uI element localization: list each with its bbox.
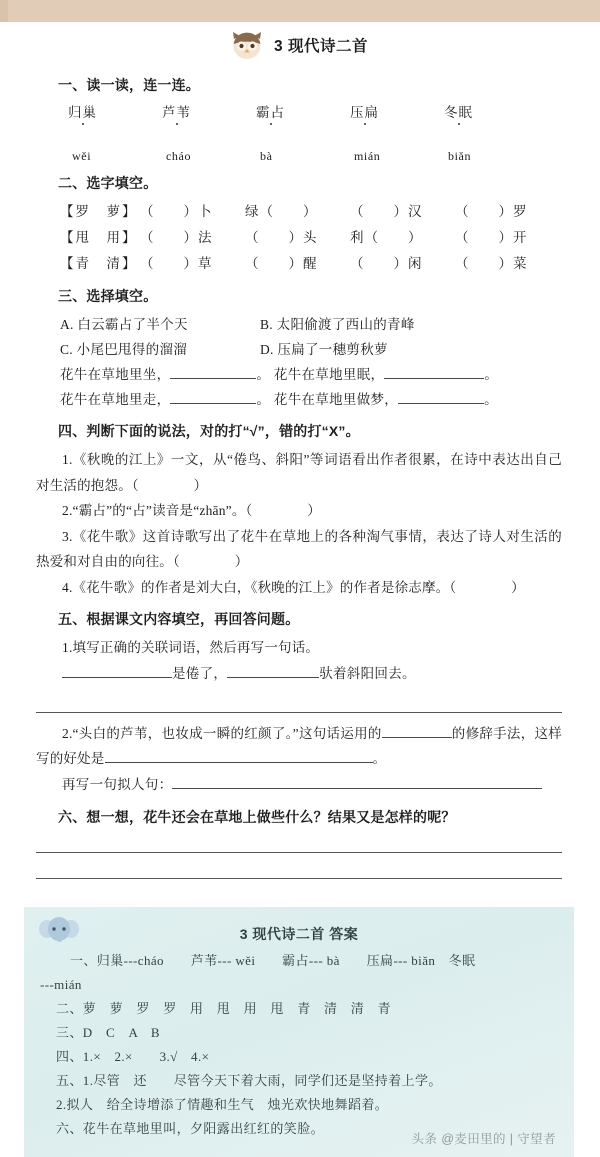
char-choice-bracket: 【甩 用】	[60, 230, 138, 245]
q6-write-line[interactable]	[36, 877, 562, 879]
exercise2-row	[60, 225, 560, 251]
match-word-text: 归巢	[68, 105, 97, 120]
match-pinyin[interactable]: mián	[354, 149, 381, 163]
q2-part1: 2.“头白的芦苇，也妆成一瞬的红颜了。”这句话运用的	[62, 725, 382, 741]
sentence-left-text: 花牛在草地里坐，	[60, 367, 171, 382]
exercise1-heading: 一、读一读，连一连。	[58, 77, 200, 93]
exercise2-heading: 二、选字填空。	[58, 175, 158, 191]
char-blank-item[interactable]: （ ）头	[245, 230, 318, 245]
char-blank-item[interactable]: 绿（ ）	[245, 204, 318, 219]
sentence-left-tail: 。	[256, 367, 271, 382]
q2-blank-2[interactable]	[105, 748, 373, 763]
answer-line-5b: 2.拟人 给全诗增添了情趣和生气 烛光欢快地舞蹈着。	[56, 1096, 389, 1112]
q1-blank-2[interactable]	[227, 663, 319, 678]
match-pinyin[interactable]: biǎn	[448, 149, 472, 163]
exercise2-row	[60, 251, 560, 277]
sentence-blank[interactable]	[170, 389, 256, 404]
exercise5-heading: 五、根据课文内容填空，再回答问题。	[58, 611, 300, 627]
answer-title-row	[40, 919, 558, 949]
option-b[interactable]: B. 太阳偷渡了西山的青峰	[260, 317, 415, 332]
exercise5-q2	[36, 721, 562, 772]
exercise1-pinyin-row	[62, 149, 532, 164]
answer-line-1-cont: ---mián	[40, 976, 82, 992]
match-word[interactable]	[250, 101, 344, 121]
sentence-right-text: 花牛在草地里眠，	[273, 367, 385, 382]
exercise6-answer-area	[36, 851, 562, 879]
char-blank-item[interactable]: （ ）罗	[455, 204, 528, 219]
q1-write-line[interactable]	[36, 711, 562, 713]
exercise5-q3-row	[62, 772, 562, 797]
match-word[interactable]	[62, 101, 156, 121]
answer-line-2: 二、萝 萝 罗 罗 用 甩 用 甩 青 清 清 青	[56, 1000, 392, 1016]
char-blank-item[interactable]: （ ）汉	[350, 204, 423, 219]
match-word[interactable]	[438, 101, 532, 121]
banner-shade	[0, 0, 8, 22]
q3-prompt: 再写一句拟人句：	[62, 776, 173, 792]
exercise3-option-row	[60, 312, 530, 337]
sentence-right-tail: 。	[484, 367, 499, 382]
exercise5-q1-fill-row	[62, 661, 562, 686]
match-pinyin[interactable]: cháo	[166, 149, 192, 163]
answer-line-3: 三、D C A B	[56, 1024, 161, 1040]
exercise5-q1-prompt: 1.填写正确的关联词语，然后再写一句话。	[62, 640, 320, 655]
title-row	[36, 24, 562, 66]
q2-tail: 。	[372, 751, 387, 766]
elephant-icon	[38, 915, 80, 949]
answer-line-5: 五、1.尽管 还 尽管今天下着大雨，同学们还是坚持着上学。	[56, 1072, 442, 1088]
char-blank-item[interactable]: （ ）法	[140, 230, 213, 245]
judge-item-3[interactable]: 3.《花牛歌》这首诗歌写出了花牛在草地上的各种淘气事情，表达了诗人对生活的热爱和对自由的向往。（ ）	[36, 528, 562, 569]
sentence-right-text: 花牛在草地里做梦，	[273, 392, 399, 407]
char-blank-item[interactable]: （ ）闲	[350, 256, 423, 271]
answer-line-6: 六、花牛在草地里叫，夕阳露出红红的笑脸。	[56, 1120, 325, 1136]
char-choice-bracket: 【罗 萝】	[60, 204, 138, 219]
q1-mid-text: 是倦了，	[172, 665, 228, 681]
match-pinyin[interactable]: wěi	[72, 149, 92, 163]
q1-end-text: 驮着斜阳回去。	[319, 665, 416, 681]
answer-line-4: 四、1.× 2.× 3.√ 4.×	[56, 1048, 210, 1064]
watermark: 头条 @麦田里的 | 守望者	[411, 1131, 556, 1146]
q2-blank-1[interactable]	[382, 723, 452, 738]
exercise2-row	[60, 199, 560, 225]
sentence-blank[interactable]	[170, 364, 256, 379]
match-word-text: 芦苇	[162, 105, 191, 120]
top-banner	[0, 0, 600, 22]
char-blank-item[interactable]: 利（ ）	[350, 230, 423, 245]
judge-item-2[interactable]: 2.“霸占”的“占”读音是“zhān”。（ ）	[62, 503, 322, 518]
match-word[interactable]	[344, 101, 438, 121]
exercise6-heading: 六、想一想，花牛还会在草地上做些什么？结果又是怎样的呢？	[58, 808, 456, 825]
exercise3-heading: 三、选择填空。	[58, 288, 158, 304]
q1-blank-1[interactable]	[62, 663, 172, 678]
sentence-left-tail: 。	[256, 392, 271, 407]
worksheet-body	[0, 24, 600, 879]
judge-item-1[interactable]: 1.《秋晚的江上》一文，从“倦鸟、斜阳”等词语看出作者很累，在诗中表达出自己对生活的抱怨。（ ）	[36, 452, 562, 493]
char-blank-item[interactable]: （ ）醒	[245, 256, 318, 271]
match-word-text: 霸占	[256, 105, 285, 120]
sentence-blank[interactable]	[384, 364, 484, 379]
exercise3-option-row	[60, 337, 530, 362]
char-blank-item[interactable]: （ ）开	[455, 230, 528, 245]
q3-blank[interactable]	[172, 774, 542, 789]
exercise4-heading: 四、判断下面的说法，对的打“√”，错的打“X”。	[58, 423, 360, 439]
option-c[interactable]: C. 小尾巴甩得的溜溜	[60, 342, 188, 357]
exercise1-words-row	[62, 101, 532, 121]
answer-title: 3 现代诗二首 答案	[239, 925, 359, 942]
answer-line-1: 一、归巢---cháo 芦苇--- wěi 霸占--- bà 压扁--- biǎn 冬眠	[70, 952, 476, 968]
char-blank-item[interactable]: （ ）菜	[455, 256, 528, 271]
judge-item-4[interactable]: 4.《花牛歌》的作者是刘大白，《秋晚的江上》的作者是徐志摩。（ ）	[62, 579, 525, 595]
char-choice-bracket: 【青 清】	[60, 256, 138, 271]
char-blank-item[interactable]: （ ）卜	[140, 204, 213, 219]
sentence-blank[interactable]	[398, 389, 484, 404]
match-pinyin[interactable]: bà	[260, 149, 273, 163]
exercise3-sentence-row	[60, 387, 562, 412]
match-word[interactable]	[156, 101, 250, 121]
sentence-right-tail: 。	[484, 392, 498, 407]
q6-write-line[interactable]	[36, 851, 562, 853]
owl-icon	[230, 30, 264, 60]
answer-card	[24, 907, 574, 1157]
page-title: 3 现代诗二首	[274, 38, 368, 55]
match-word-text: 压扁	[350, 105, 379, 120]
char-blank-item[interactable]: （ ）草	[140, 256, 213, 271]
match-draw-area[interactable]	[36, 121, 562, 147]
option-a[interactable]: A. 白云霸占了半个天	[60, 317, 188, 332]
option-d[interactable]: D. 压扁了一穗剪秋萝	[260, 342, 388, 357]
q2-part2: 的修辞手法，这样写的好处是	[36, 725, 562, 766]
match-word-text: 冬眠	[444, 105, 473, 120]
exercise3-sentence-row	[60, 362, 562, 387]
sentence-left-text: 花牛在草地里走，	[60, 392, 171, 407]
